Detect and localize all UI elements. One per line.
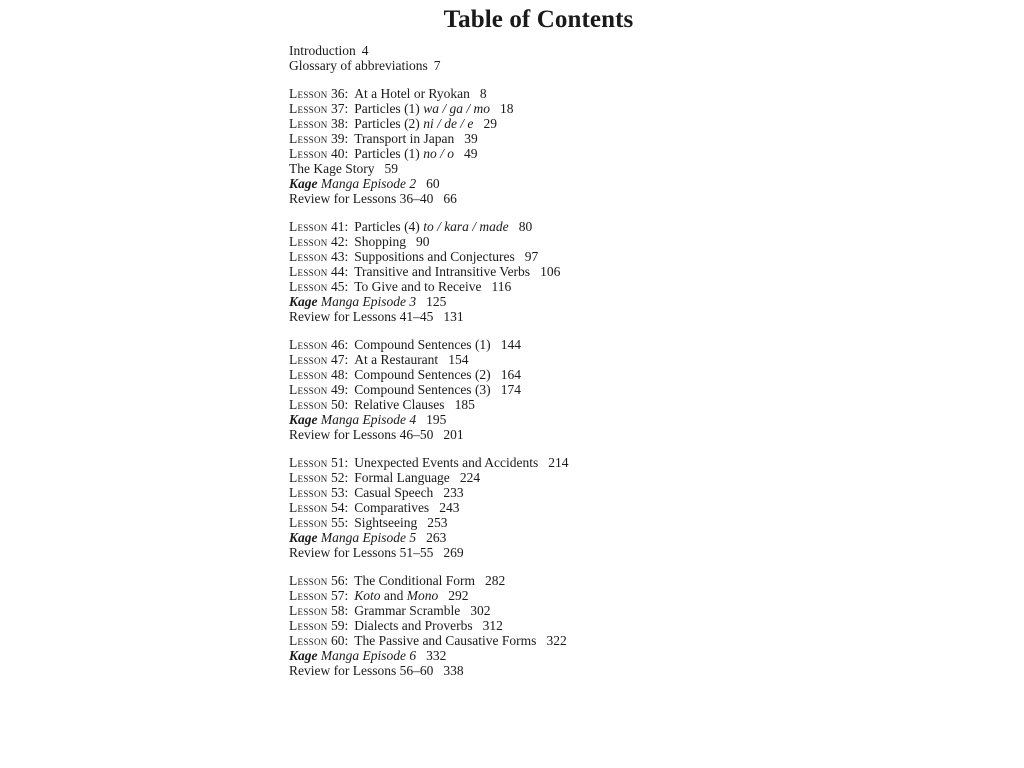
toc-entry-title: Kage: [289, 530, 318, 545]
toc-entry[interactable]: [289, 485, 889, 500]
toc-entry[interactable]: [289, 176, 889, 191]
lesson-separator: :: [344, 279, 349, 294]
lesson-label: Lesson: [289, 397, 328, 412]
lesson-separator: :: [344, 264, 349, 279]
toc-entry[interactable]: [289, 455, 889, 470]
toc-entry-title: Glossary of abbreviations: [289, 58, 428, 73]
toc-entry-page: 8: [479, 86, 487, 101]
lesson-label: Lesson: [289, 219, 328, 234]
lesson-separator: :: [344, 131, 349, 146]
toc-entry[interactable]: [289, 191, 889, 206]
toc-entry-title: ni / de / e: [423, 116, 474, 131]
toc-entry-page: 224: [459, 470, 481, 485]
toc-entry[interactable]: [289, 294, 889, 309]
toc-entry-page: 7: [433, 58, 441, 73]
toc-entry[interactable]: [289, 249, 889, 264]
lesson-separator: :: [344, 485, 349, 500]
toc-entry-title: Particles (2): [354, 116, 424, 131]
toc-entry-title: The Conditional Form: [354, 573, 475, 588]
lesson-number: 52: [330, 470, 345, 485]
lesson-label: Lesson: [289, 588, 328, 603]
toc-entry-title: Dialects and Proverbs: [354, 618, 473, 633]
lesson-label: Lesson: [289, 86, 328, 101]
lesson-separator: :: [344, 618, 349, 633]
toc-entry-title: At a Hotel or Ryokan: [354, 86, 470, 101]
toc-entry-page: 214: [548, 455, 569, 470]
toc-entry-page: 29: [483, 116, 497, 131]
toc-entry-title: Compound Sentences (3): [354, 382, 491, 397]
lesson-separator: :: [344, 382, 349, 397]
lesson-number: 46: [330, 337, 345, 352]
lesson-number: 53: [330, 485, 345, 500]
toc-entry-page: 60: [426, 176, 440, 191]
lesson-number: 47: [330, 352, 345, 367]
toc-entry[interactable]: [289, 530, 889, 545]
toc-entry-title: Review for Lessons 36–40: [289, 191, 434, 206]
toc-entry-page: 116: [491, 279, 512, 294]
lesson-separator: :: [344, 455, 349, 470]
lesson-separator: :: [344, 116, 349, 131]
toc-entry[interactable]: [289, 146, 889, 161]
toc-entry[interactable]: [289, 101, 889, 116]
lesson-separator: :: [344, 588, 349, 603]
lesson-label: Lesson: [289, 116, 328, 131]
toc-entry-title: and: [380, 588, 407, 603]
toc-entry-page: 174: [500, 382, 521, 397]
lesson-number: 39: [330, 131, 345, 146]
lesson-label: Lesson: [289, 500, 328, 515]
toc-entry[interactable]: [289, 337, 889, 352]
toc-entry-title: Casual Speech: [354, 485, 434, 500]
toc-entry-page: 49: [463, 146, 478, 161]
toc-entry-title: Introduction: [289, 43, 356, 58]
lesson-label: Lesson: [289, 352, 328, 367]
toc-entry-title: Manga Episode 3: [317, 294, 417, 309]
lesson-label: Lesson: [289, 337, 328, 352]
toc-entry-title: to / kara / made: [423, 219, 509, 234]
lesson-label: Lesson: [289, 101, 328, 116]
toc-entry-page: 4: [361, 43, 369, 58]
toc-entry-page: 39: [464, 131, 478, 146]
toc-entry-page: 195: [426, 412, 447, 427]
lesson-label: Lesson: [289, 633, 328, 648]
lesson-label: Lesson: [289, 264, 328, 279]
lesson-separator: :: [344, 603, 349, 618]
lesson-separator: :: [344, 397, 349, 412]
lesson-number: 42: [330, 234, 345, 249]
toc-entry-page: 338: [443, 663, 464, 678]
toc-entry[interactable]: [289, 573, 889, 588]
toc-entry-page: 253: [427, 515, 448, 530]
lesson-separator: :: [344, 573, 349, 588]
toc-entry-title: no / o: [423, 146, 454, 161]
toc-entry[interactable]: [289, 131, 889, 146]
toc-entry-title: Compound Sentences (2): [354, 367, 491, 382]
toc-entry-page: 332: [426, 648, 447, 663]
lesson-number: 56: [330, 573, 345, 588]
toc-entry[interactable]: [289, 161, 889, 176]
toc-entry-page: 269: [443, 545, 464, 560]
lesson-groups: [289, 86, 889, 678]
toc-entry-title: Particles (4): [354, 219, 424, 234]
toc-entry-page: 292: [448, 588, 469, 603]
toc-entry[interactable]: [289, 382, 889, 397]
toc-entry-title: The Kage Story: [289, 161, 375, 176]
lesson-separator: :: [344, 515, 349, 530]
toc-entry[interactable]: [289, 663, 889, 678]
toc-entry-title: Transport in Japan: [354, 131, 455, 146]
toc-entry[interactable]: [289, 219, 889, 234]
toc-entry-title: Kage: [289, 176, 318, 191]
toc-entry[interactable]: [289, 648, 889, 663]
toc-entry[interactable]: [289, 470, 889, 485]
lesson-number: 41: [330, 219, 345, 234]
toc-entry-title: Kage: [289, 294, 318, 309]
toc-entry[interactable]: [289, 397, 889, 412]
lesson-separator: :: [344, 633, 349, 648]
lesson-label: Lesson: [289, 382, 328, 397]
toc-entry-page: 59: [384, 161, 398, 176]
toc-entry[interactable]: [289, 309, 889, 324]
toc-entry-page: 302: [470, 603, 491, 618]
lesson-number: 48: [330, 367, 345, 382]
lesson-label: Lesson: [289, 573, 328, 588]
toc-section: [289, 337, 889, 442]
toc-entry-title: Koto: [354, 588, 381, 603]
toc-entry-title: Transitive and Intransitive Verbs: [354, 264, 531, 279]
toc-entry[interactable]: [289, 427, 889, 442]
toc-entry-title: Manga Episode 4: [317, 412, 417, 427]
lesson-number: 36: [330, 86, 345, 101]
toc-entry-title: Particles (1): [354, 146, 424, 161]
toc-section: [289, 86, 889, 206]
toc-section: [289, 219, 889, 324]
toc-entry-title: Review for Lessons 51–55: [289, 545, 434, 560]
lesson-number: 57: [330, 588, 345, 603]
toc-entry-title: Kage: [289, 648, 318, 663]
toc-entry-title: The Passive and Causative Forms: [354, 633, 537, 648]
toc-entry-page: 263: [426, 530, 447, 545]
toc-entry-title: Shopping: [354, 234, 406, 249]
lesson-number: 51: [330, 455, 345, 470]
toc-entry-title: wa / ga / mo: [423, 101, 490, 116]
toc-entry[interactable]: [289, 618, 889, 633]
toc-entry-title: Formal Language: [354, 470, 450, 485]
lesson-number: 50: [330, 397, 345, 412]
toc-entry[interactable]: [289, 412, 889, 427]
toc-entry-page: 185: [454, 397, 475, 412]
toc-entry[interactable]: [289, 58, 889, 73]
toc-entry-title: Manga Episode 6: [317, 648, 417, 663]
toc-entry[interactable]: [289, 367, 889, 382]
toc-entry-title: Suppositions and Conjectures: [354, 249, 515, 264]
front-matter: [289, 43, 889, 73]
lesson-label: Lesson: [289, 146, 328, 161]
toc-entry-page: 66: [443, 191, 457, 206]
lesson-label: Lesson: [289, 455, 328, 470]
toc-entry-title: Sightseeing: [354, 515, 418, 530]
toc-entry-page: 97: [524, 249, 539, 264]
toc-entry-title: Manga Episode 5: [317, 530, 417, 545]
toc-entry-title: Relative Clauses: [354, 397, 445, 412]
lesson-separator: :: [344, 367, 349, 382]
toc-entry-title: Compound Sentences (1): [354, 337, 491, 352]
toc-entry-title: Unexpected Events and Accidents: [354, 455, 539, 470]
lesson-label: Lesson: [289, 131, 328, 146]
toc-entry-page: 106: [540, 264, 561, 279]
toc-entry-title: Review for Lessons 46–50: [289, 427, 434, 442]
lesson-label: Lesson: [289, 485, 328, 500]
lesson-number: 60: [330, 633, 345, 648]
lesson-label: Lesson: [289, 603, 328, 618]
toc-entry-page: 282: [484, 573, 506, 588]
toc-entry-page: 201: [443, 427, 464, 442]
toc-entry-title: Mono: [406, 588, 439, 603]
toc-list: [289, 43, 889, 691]
lesson-separator: :: [344, 146, 349, 161]
toc-entry-title: Grammar Scramble: [354, 603, 461, 618]
toc-entry-title: Review for Lessons 56–60: [289, 663, 434, 678]
toc-entry-page: 233: [443, 485, 464, 500]
lesson-separator: :: [344, 470, 349, 485]
lesson-number: 49: [330, 382, 345, 397]
toc-entry-page: 80: [518, 219, 533, 234]
toc-entry-page: 131: [443, 309, 464, 324]
toc-entry-page: 125: [426, 294, 447, 309]
lesson-label: Lesson: [289, 367, 328, 382]
lesson-number: 44: [330, 264, 345, 279]
toc-entry[interactable]: [289, 234, 889, 249]
toc-section: [289, 455, 889, 560]
toc-entry-title: At a Restaurant: [354, 352, 439, 367]
lesson-separator: :: [344, 234, 349, 249]
lesson-label: Lesson: [289, 279, 328, 294]
toc-entry-page: 90: [415, 234, 430, 249]
toc-entry[interactable]: [289, 43, 889, 58]
lesson-number: 54: [330, 500, 345, 515]
toc-entry-title: Particles (1): [354, 101, 424, 116]
lesson-number: 40: [330, 146, 345, 161]
lesson-number: 58: [330, 603, 345, 618]
toc-entry-page: 18: [499, 101, 514, 116]
toc-entry-title: Review for Lessons 41–45: [289, 309, 434, 324]
toc-entry-page: 154: [448, 352, 469, 367]
lesson-label: Lesson: [289, 249, 328, 264]
toc-entry[interactable]: [289, 603, 889, 618]
toc-section: [289, 573, 889, 678]
toc-entry[interactable]: [289, 86, 889, 101]
toc-entry-page: 322: [546, 633, 567, 648]
toc-entry-page: 144: [500, 337, 521, 352]
toc-entry-title: Comparatives: [354, 500, 430, 515]
toc-entry[interactable]: [289, 500, 889, 515]
toc-entry[interactable]: [289, 264, 889, 279]
lesson-number: 43: [330, 249, 345, 264]
lesson-number: 45: [330, 279, 345, 294]
lesson-separator: :: [344, 86, 349, 101]
lesson-separator: :: [344, 219, 349, 234]
lesson-number: 59: [330, 618, 345, 633]
toc-entry-title: Manga Episode 2: [317, 176, 417, 191]
page-title: Table of Contents: [443, 6, 634, 33]
lesson-label: Lesson: [289, 234, 328, 249]
toc-entry-page: 312: [482, 618, 503, 633]
lesson-number: 38: [330, 116, 345, 131]
lesson-separator: :: [344, 352, 349, 367]
toc-entry[interactable]: [289, 588, 889, 603]
lesson-separator: :: [344, 337, 349, 352]
toc-entry[interactable]: [289, 515, 889, 530]
toc-entry-page: 243: [439, 500, 460, 515]
toc-entry[interactable]: [289, 279, 889, 294]
toc-entry[interactable]: [289, 116, 889, 131]
lesson-separator: :: [344, 249, 349, 264]
lesson-label: Lesson: [289, 515, 328, 530]
toc-entry-title: To Give and to Receive: [354, 279, 482, 294]
lesson-label: Lesson: [289, 470, 328, 485]
toc-entry[interactable]: [289, 545, 889, 560]
toc-entry[interactable]: [289, 352, 889, 367]
toc-entry-title: Kage: [289, 412, 318, 427]
lesson-separator: :: [344, 101, 349, 116]
toc-entry-page: 164: [500, 367, 521, 382]
lesson-separator: :: [344, 500, 349, 515]
lesson-number: 55: [330, 515, 345, 530]
lesson-number: 37: [330, 101, 345, 116]
toc-entry[interactable]: [289, 633, 889, 648]
lesson-label: Lesson: [289, 618, 328, 633]
